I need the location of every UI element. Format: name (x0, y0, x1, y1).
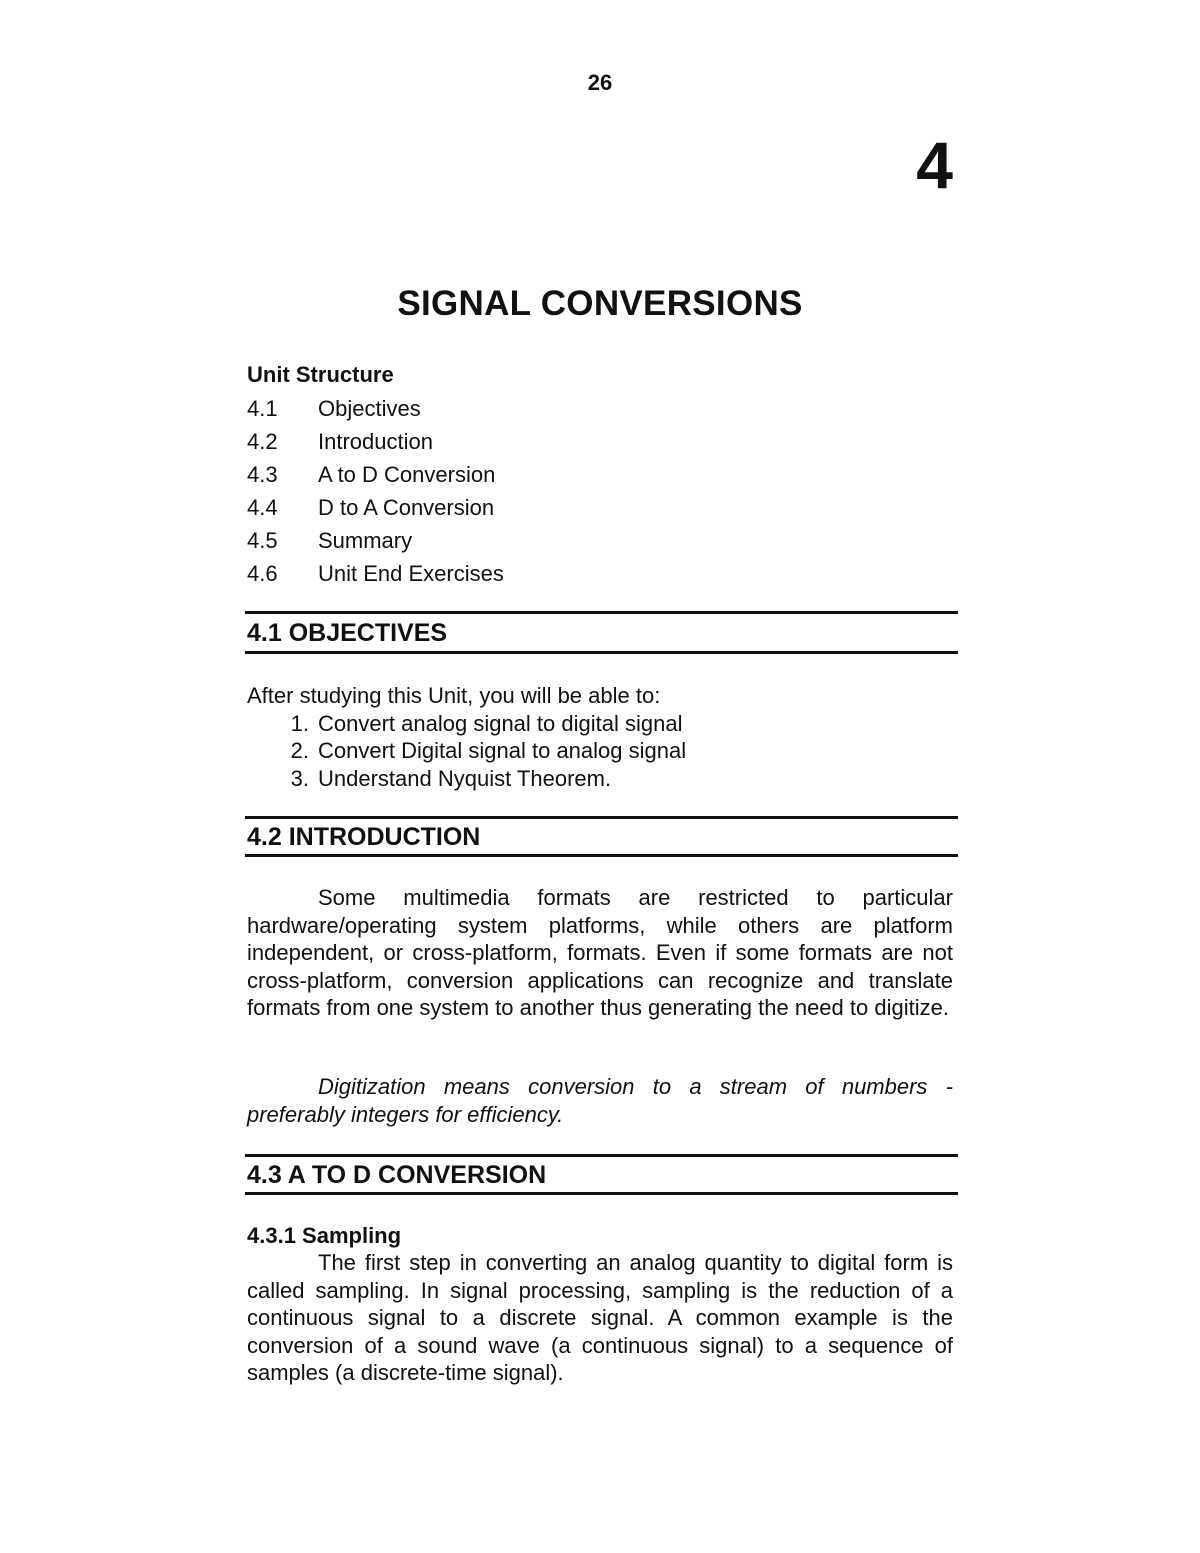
toc-item (247, 425, 957, 458)
list-item-text: Convert Digital signal to analog signal (318, 738, 687, 763)
toc-item-number: 4.5 (247, 528, 278, 553)
toc-item (247, 557, 957, 590)
chapter-title: SIGNAL CONVERSIONS (397, 284, 803, 323)
toc-item-number: 4.3 (247, 462, 278, 487)
section-rule-top (245, 611, 958, 614)
toc-item-number: 4.2 (247, 429, 278, 454)
list-item-number: 3. (290, 765, 309, 791)
toc-item (247, 524, 957, 557)
unit-structure (247, 362, 957, 590)
section-rule-top (245, 816, 958, 819)
toc-item-label: Summary (318, 528, 413, 553)
chapter-number: 4 (916, 128, 953, 202)
section-heading-introduction: 4.2 INTRODUCTION (247, 823, 481, 851)
subsection-heading-sampling: 4.3.1 Sampling (247, 1223, 402, 1248)
toc-item (247, 491, 957, 524)
list-item-number: 1. (290, 710, 309, 736)
list-item (247, 765, 953, 793)
toc-item-label: D to A Conversion (318, 495, 495, 520)
introduction-paragraph: Some multimedia formats are restricted to particular hardware/operating system platforms, while others are platform independent, or cross-platform, formats. Even if some formats are not cross-platform, conversion applications can recognize and translate formats from one system to another thus generating the need to digitize. (247, 885, 953, 1020)
list-item-number: 2. (290, 738, 309, 763)
toc-item (247, 458, 957, 491)
sampling-paragraph: The first step in converting an analog quantity to digital form is called sampling. In signal processing, sampling is the reduction of a continuous signal to a discrete signal. A common example is the conversion of a sound wave (a continuous signal) to a sequence of samples (a discrete-time signal). (247, 1250, 953, 1385)
list-item (247, 737, 953, 765)
objectives-body (247, 682, 953, 792)
toc-item-label: Objectives (318, 396, 421, 421)
toc-item-label: Introduction (318, 429, 433, 454)
section-rule-bottom (245, 1192, 958, 1195)
section-heading-objectives: 4.1 OBJECTIVES (247, 619, 448, 647)
definition-paragraph: Digitization means conversion to a stream of numbers - preferably integers for efficiency. (247, 1074, 953, 1127)
toc-item-number: 4.6 (247, 561, 278, 586)
toc-item-label: Unit End Exercises (318, 561, 504, 586)
toc-item-label: A to D Conversion (318, 462, 496, 487)
section-rule-bottom (245, 854, 958, 857)
list-item-text: Convert analog signal to digital signal (318, 710, 683, 736)
section-heading-a-to-d: 4.3 A TO D CONVERSION (247, 1161, 547, 1189)
page-number: 26 (587, 70, 613, 95)
toc-item (247, 392, 957, 425)
list-item-text: Understand Nyquist Theorem. (318, 765, 612, 791)
objectives-list (247, 710, 953, 793)
section-rule-bottom (245, 651, 958, 654)
toc-item-number: 4.1 (247, 396, 278, 421)
section-rule-top (245, 1154, 958, 1157)
unit-structure-title: Unit Structure (247, 362, 394, 387)
objectives-intro: After studying this Unit, you will be able to: (247, 683, 661, 708)
toc-item-number: 4.4 (247, 495, 278, 520)
list-item (247, 710, 953, 738)
